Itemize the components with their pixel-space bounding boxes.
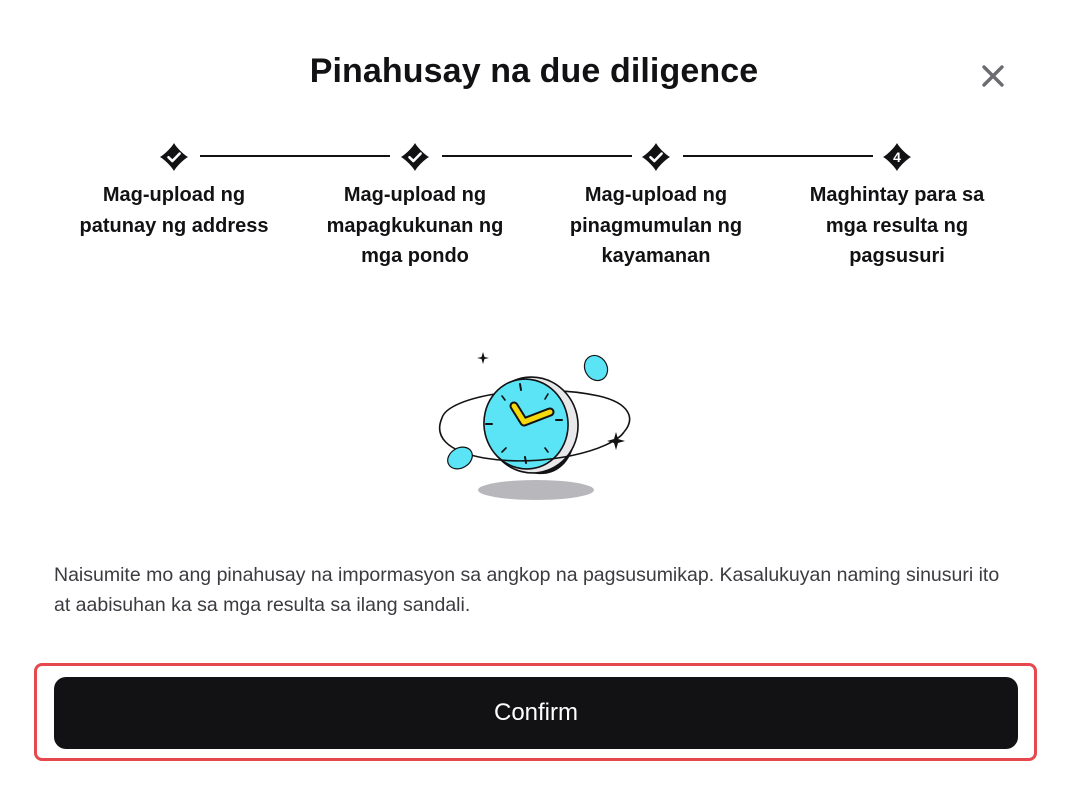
progress-stepper [0,138,1068,288]
step-label: Mag-upload ng patunay ng address [79,184,269,237]
clock-review-illustration [424,340,644,510]
step-number-icon [883,143,911,171]
check-icon [160,143,188,171]
step-label: Mag-upload ng pinagmumulan ng kayamanan [569,184,743,267]
close-button[interactable] [974,57,1012,95]
step-connector [442,155,632,157]
close-icon [981,64,1005,88]
check-icon [401,143,429,171]
step-connector [683,155,873,157]
clock-review-icon [424,340,644,510]
step-connector [200,155,390,157]
step-current-marker [883,143,911,171]
step-label: Mag-upload ng mapagkukunan ng mga pondo [326,184,504,267]
step-completed-marker [160,143,188,171]
dialog-title: Pinahusay na due diligence [309,52,759,90]
confirm-button[interactable]: Confirm [54,677,1018,749]
status-description: Naisumite mo ang pinahusay na impormasyon sa angkop na pagsusumikap. Kasalukuyan naming sinusuri ito at aabisuhan ka sa mga resulta sa ilang sandali. [54,564,1000,616]
step-number: 4 [893,149,901,165]
step-label: Maghintay para sa mga resulta ng pagsusuri [809,184,985,267]
check-icon [642,143,670,171]
step-completed-marker [642,143,670,171]
step-completed-marker [401,143,429,171]
